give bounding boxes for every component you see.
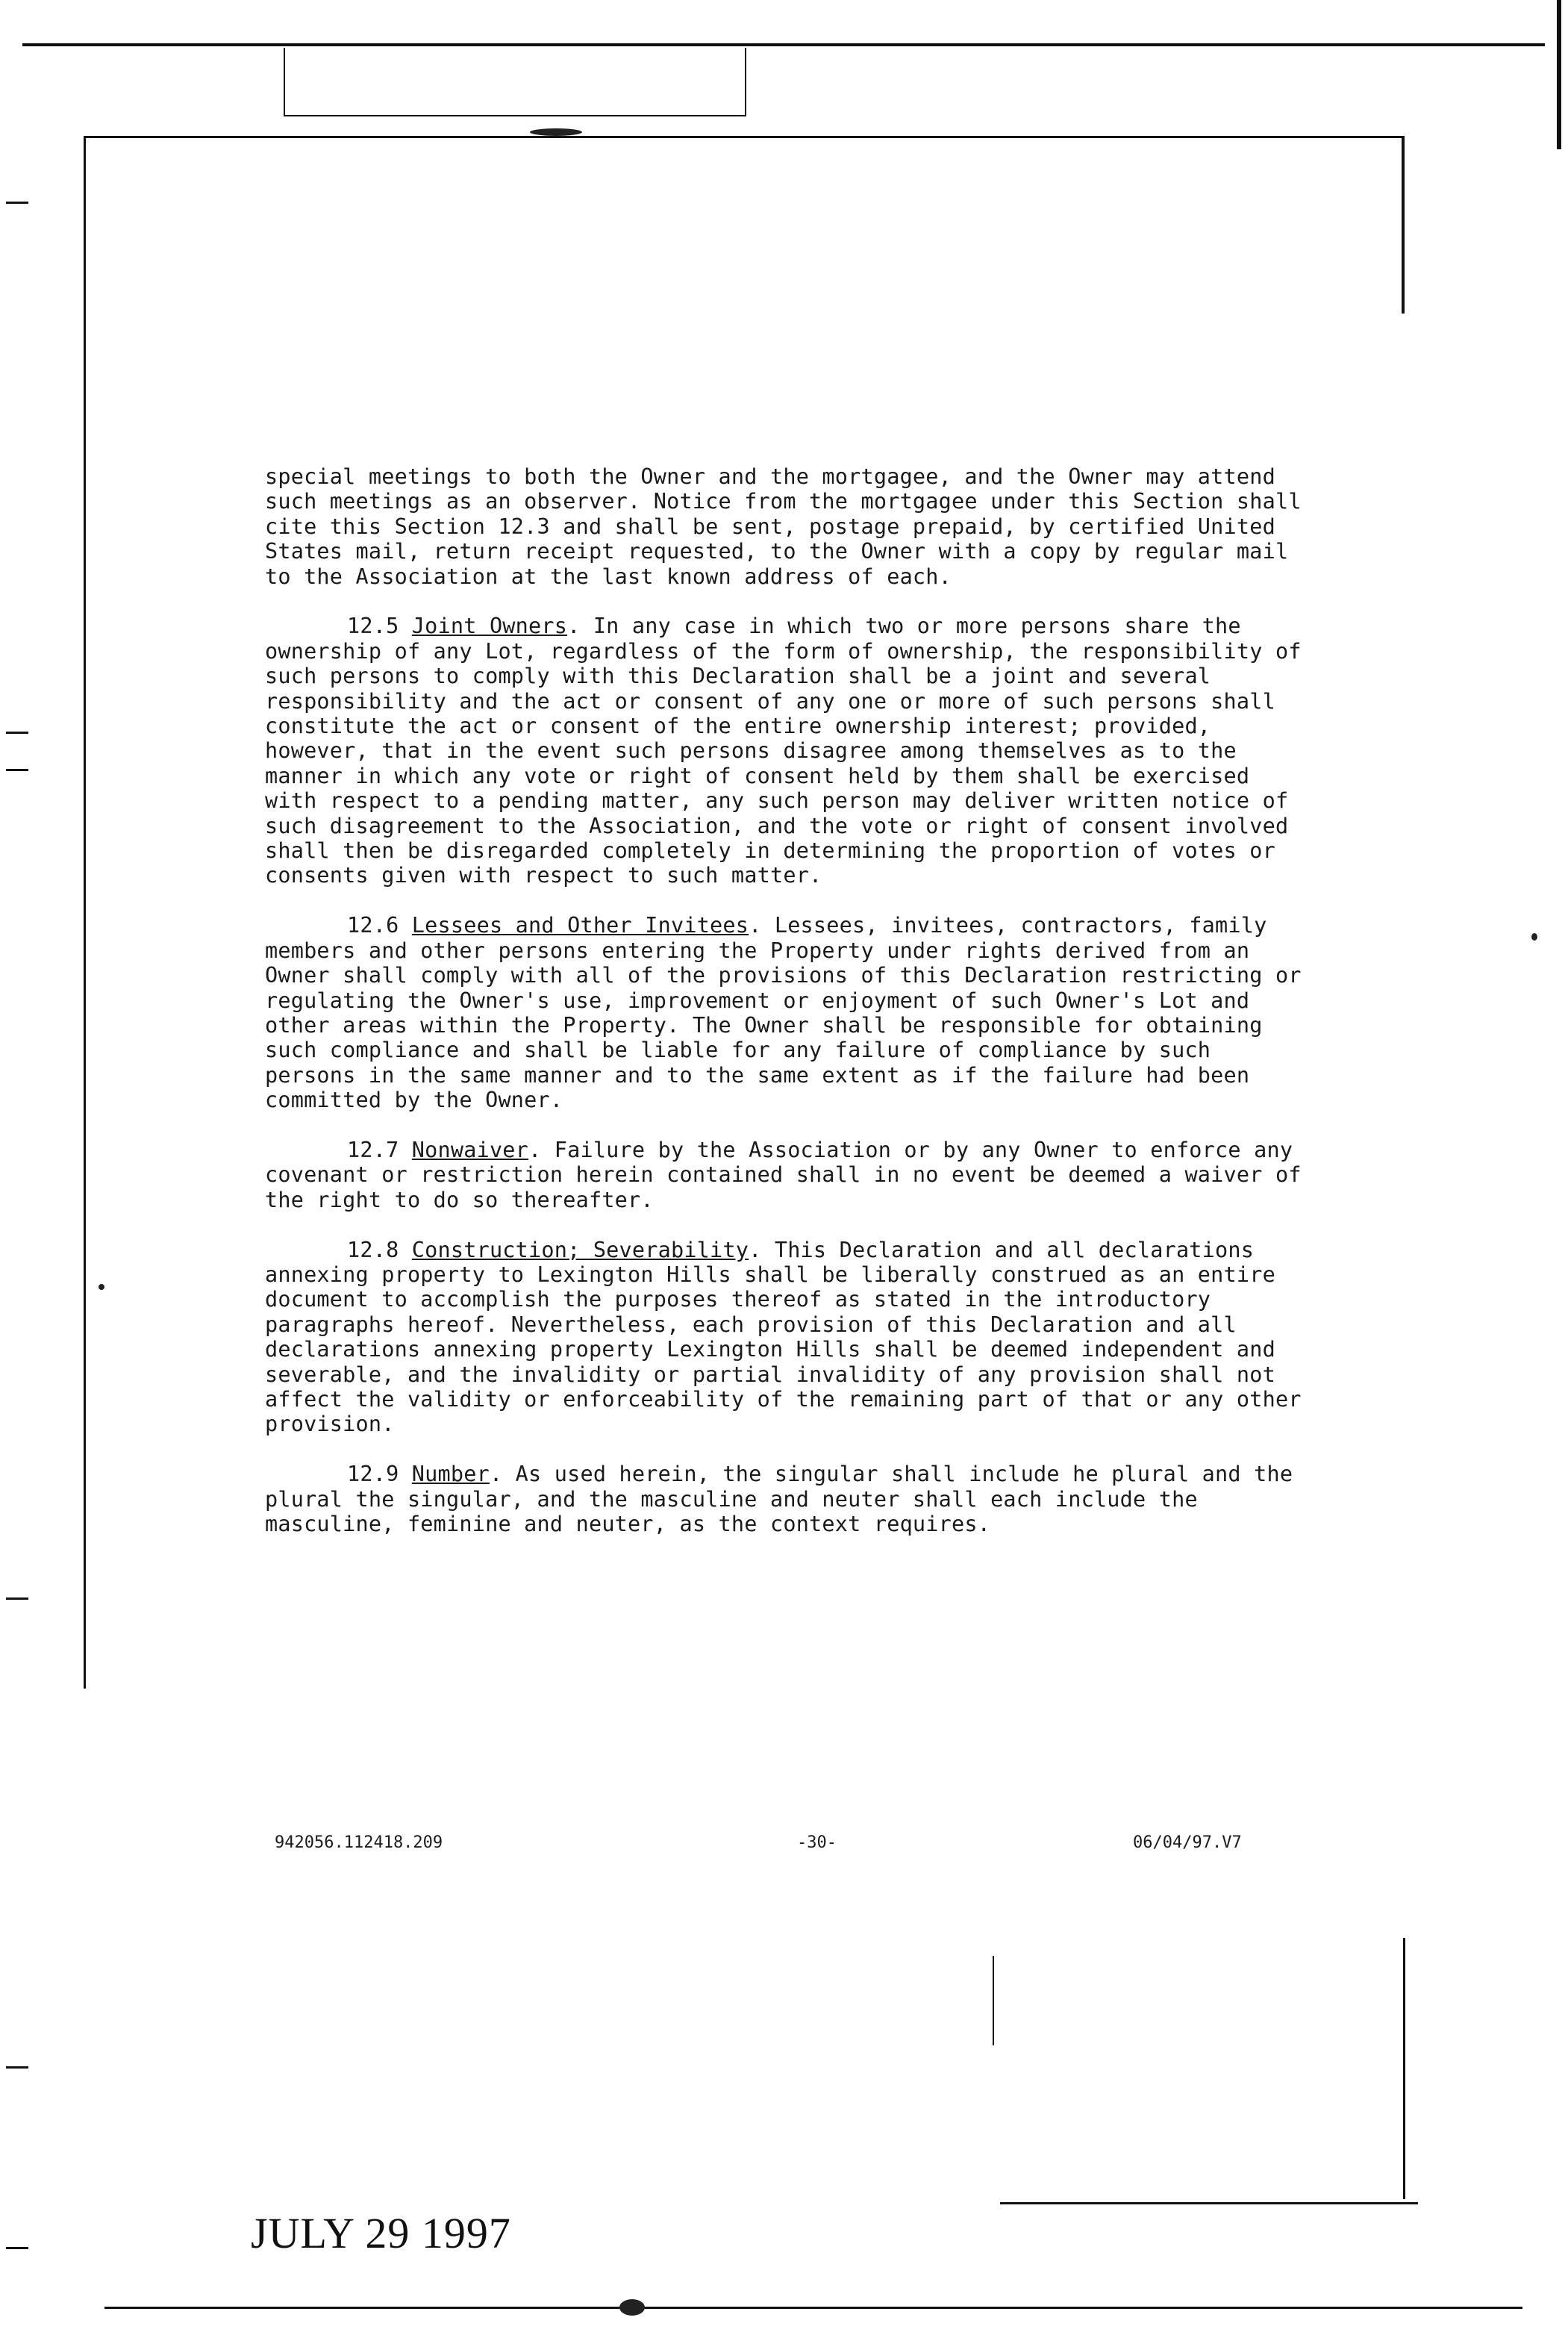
section-number: 12.5	[347, 614, 399, 639]
scan-upper-rule	[84, 136, 1405, 138]
footer-doc-id: 942056.112418.209	[275, 1833, 443, 1852]
scan-speck	[530, 128, 582, 136]
scan-right-edge	[1557, 0, 1561, 149]
scan-left-tick-5	[6, 2066, 28, 2069]
section-heading: Number	[411, 1462, 490, 1487]
scan-bottom-border	[104, 2307, 1522, 2309]
section-12-8	[265, 1238, 1310, 1437]
section-number: 12.9	[347, 1462, 399, 1487]
section-heading: Nonwaiver	[411, 1137, 529, 1162]
scan-left-tick-4	[6, 1597, 28, 1600]
scan-speck	[619, 2299, 645, 2316]
scan-tab-box-left	[284, 48, 285, 115]
section-heading: Lessees and Other Invitees	[411, 913, 749, 938]
scan-left-tick-1	[6, 202, 28, 204]
scan-top-border	[22, 43, 1545, 46]
footer-version: 06/04/97.V7	[1133, 1833, 1242, 1852]
scan-left-margin-line	[84, 136, 86, 1689]
section-12-9	[265, 1462, 1310, 1536]
scan-tab-box-right	[745, 48, 746, 116]
scan-right-upper-line	[1402, 137, 1405, 314]
section-text: . As used herein, the singular shall include he plural and the plural the singular, and the masculine and neuter shall each include the masculine, feminine and neuter, as the context requires.	[265, 1462, 1293, 1536]
scan-lower-right-rule	[1000, 2202, 1418, 2204]
section-number: 12.7	[347, 1137, 399, 1162]
section-number: 12.6	[347, 913, 399, 938]
footer-page-number: -30-	[797, 1833, 837, 1852]
section-text: . In any case in which two or more persons share the ownership of any Lot, regardless of the form of ownership, the responsibility of such persons to comply with this Declaration shall be a joint and several responsibility and the act or consent of any one or more of such persons shall constitute the act or consent of the entire ownership interest; provided, however, that in the event such persons disagree among themselves as to the manner in which any vote or right of consent held by them shall be exercised with respect to a pending matter, any such person may deliver written notice of such disagreement to the Association, and the vote or right of consent involved shall then be disregarded completely in determining the proportion of votes or consents given with respect to such matter.	[265, 614, 1302, 888]
section-12-6	[265, 913, 1310, 1112]
section-text: . This Declaration and all declarations annexing property to Lexington Hills shall be liberally construed as an entire document to accomplish the purposes thereof as stated in the introductory paragraphs hereof. Nevertheless, each provision of this Declaration and all declarations annexing property Lexington Hills shall be deemed independent and severable, and the invalidity or partial invalidity of any provision shall not affect the validity or enforceability of the remaining part of that or any other provision.	[265, 1237, 1302, 1437]
section-number: 12.8	[347, 1237, 399, 1262]
section-12-7	[265, 1138, 1310, 1212]
section-text: . Failure by the Association or by any Owner to enforce any covenant or restriction herein contained shall in no event be deemed a waiver of the right to do so thereafter.	[265, 1137, 1302, 1212]
scan-lower-right-vertical	[1403, 1938, 1405, 2199]
document-body	[265, 464, 1310, 1562]
section-12-5	[265, 614, 1310, 888]
scan-lower-mid-vertical	[993, 1956, 994, 2045]
section-heading: Joint Owners	[411, 614, 568, 639]
scan-left-tick-2	[6, 732, 28, 734]
scan-speck	[1531, 933, 1537, 941]
section-text: . Lessees, invitees, contractors, family members and other persons entering the Property under rights derived from an Owner shall comply with all of the provisions of this Declaration restricting or regulating the Owner's use, improvement or enjoyment of such Owner's Lot and other areas within the Property. The Owner shall be responsible for obtaining such compliance and shall be liable for any failure of compliance by such persons in the same manner and to the same extent as if the failure had been committed by the Owner.	[265, 913, 1302, 1113]
scan-tab-box-bottom	[284, 115, 746, 116]
scan-speck	[99, 1284, 104, 1290]
scan-left-tick-3	[6, 769, 28, 771]
section-heading: Construction; Severability	[411, 1237, 749, 1262]
scan-left-tick-6	[6, 2247, 28, 2249]
received-date-stamp: JULY 29 1997	[251, 2209, 511, 2257]
intro-paragraph: special meetings to both the Owner and the mortgagee, and the Owner may attend such meetings as an observer. Notice from the mortgagee under this Section shall cite this Section 12.3 and shall be sent, postage prepaid, by certified United States mail, return receipt requested, to the Owner with a copy by regular mail to the Association at the last known address of each.	[265, 464, 1302, 589]
